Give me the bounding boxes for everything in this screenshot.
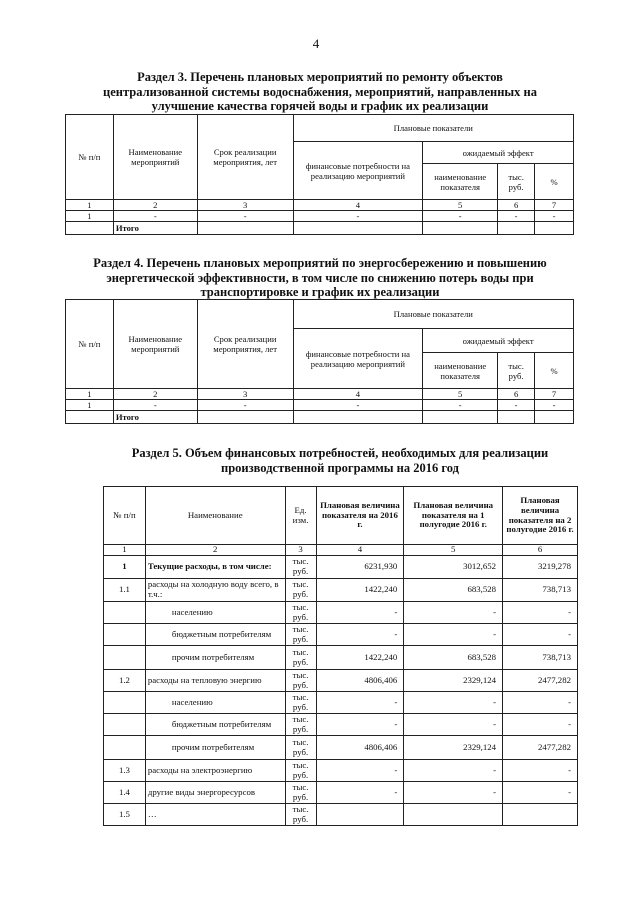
index-row [66, 389, 574, 400]
row-cell: - [498, 400, 535, 411]
row-value-year: 6231,930 [316, 556, 404, 579]
row-value-h2: 738,713 [503, 579, 578, 602]
index-row [104, 545, 578, 556]
row-value-h1: 2329,124 [404, 670, 503, 692]
row-name: населению [145, 692, 285, 714]
row-value-h1: - [404, 760, 503, 782]
row-value-h1: - [404, 624, 503, 646]
col-effect-header: ожидаемый эффект [423, 329, 574, 353]
row-cell: - [535, 211, 574, 222]
row-unit: тыс. руб. [285, 714, 316, 736]
table-row [104, 624, 578, 646]
index-cell: 6 [503, 545, 578, 556]
section5-rows [104, 556, 578, 826]
row-cell: - [113, 400, 197, 411]
row-unit: тыс. руб. [285, 782, 316, 804]
row-cell: - [535, 400, 574, 411]
total-row [66, 222, 574, 235]
row-num: 1 [104, 556, 146, 579]
col-fin-header: финансовые потребности на реализацию мероприятий [293, 329, 423, 389]
section4-table [65, 299, 574, 424]
row-value-year: - [316, 782, 404, 804]
row-unit: тыс. руб. [285, 646, 316, 670]
row-unit: тыс. руб. [285, 736, 316, 760]
table-row [104, 556, 578, 579]
section5-title-line: производственной программы на 2016 год [221, 460, 459, 475]
row-value-h1 [404, 804, 503, 826]
index-cell: 4 [316, 545, 404, 556]
total-label: Итого [113, 411, 197, 424]
row-name: другие виды энергоресурсов [145, 782, 285, 804]
row-value-h2: - [503, 602, 578, 624]
col-pct-header: % [535, 353, 574, 389]
row-num [104, 624, 146, 646]
index-cell: 2 [113, 200, 197, 211]
col-unit-header: Ед. изм. [285, 487, 316, 545]
row-value-h1: 2329,124 [404, 736, 503, 760]
row-name: прочим потребителям [145, 646, 285, 670]
row-value-h2: 3219,278 [503, 556, 578, 579]
index-cell: 6 [498, 389, 535, 400]
table-row [104, 782, 578, 804]
section3-title-line: централизованной системы водоснабжения, мероприятий, направленных на [103, 84, 537, 99]
row-unit: тыс. руб. [285, 760, 316, 782]
row-cell: 1 [66, 211, 114, 222]
row-value-h1: 3012,652 [404, 556, 503, 579]
section5-table [103, 486, 578, 826]
row-num: 1.3 [104, 760, 146, 782]
index-cell: 2 [113, 389, 197, 400]
row-name: бюджетным потребителям [145, 624, 285, 646]
index-cell: 3 [197, 389, 293, 400]
row-unit: тыс. руб. [285, 602, 316, 624]
col-name-header: Наименование мероприятий [113, 300, 197, 389]
row-value-year: - [316, 760, 404, 782]
row-value-year: - [316, 692, 404, 714]
col-pct-header: % [535, 164, 574, 200]
row-num [104, 736, 146, 760]
index-cell: 1 [66, 200, 114, 211]
row-cell: - [197, 211, 293, 222]
row-value-h1: - [404, 714, 503, 736]
row-value-h2: 2477,282 [503, 670, 578, 692]
index-cell: 6 [498, 200, 535, 211]
col-plan-header: Плановые показатели [293, 115, 573, 142]
page-number: 4 [312, 36, 320, 51]
col-name-header: Наименование мероприятий [113, 115, 197, 200]
row-value-year [316, 804, 404, 826]
row-value-year: 1422,240 [316, 579, 404, 602]
col-plan-year-header: Плановая величина показателя на 2016 г. [316, 487, 404, 545]
row-value-h2: - [503, 692, 578, 714]
row-num [104, 692, 146, 714]
section4-title-line: энергетической эффективности, в том числе по снижению потерь воды при [106, 270, 534, 285]
row-value-year: 1422,240 [316, 646, 404, 670]
table-row [66, 400, 574, 411]
row-cell: - [197, 400, 293, 411]
total-label: Итого [113, 222, 197, 235]
row-value-year: - [316, 714, 404, 736]
row-cell: - [423, 211, 498, 222]
row-value-h2: - [503, 782, 578, 804]
row-name: расходы на электроэнергию [145, 760, 285, 782]
table-row [104, 760, 578, 782]
section4-title-line: транспортировке и график их реализации [200, 285, 440, 299]
row-cell: - [423, 400, 498, 411]
index-cell: 7 [535, 389, 574, 400]
row-name: расходы на тепловую энергию [145, 670, 285, 692]
row-name: прочим потребителям [145, 736, 285, 760]
col-ind-name-header: наименование показателя [423, 353, 498, 389]
row-cell: - [498, 211, 535, 222]
index-cell: 1 [104, 545, 146, 556]
col-unit-header: тыс. руб. [498, 353, 535, 389]
col-term-header: Срок реализации мероприятия, лет [197, 300, 293, 389]
index-cell: 7 [535, 200, 574, 211]
row-cell: - [293, 400, 423, 411]
row-value-year: 4806,406 [316, 736, 404, 760]
index-cell: 3 [285, 545, 316, 556]
index-cell: 4 [293, 389, 423, 400]
table-row [104, 714, 578, 736]
row-value-h2: - [503, 624, 578, 646]
section3-title [60, 70, 580, 114]
row-cell: - [113, 211, 197, 222]
index-cell: 5 [423, 389, 498, 400]
row-num [104, 714, 146, 736]
table-row [104, 602, 578, 624]
row-value-h2: - [503, 760, 578, 782]
row-value-h1: - [404, 602, 503, 624]
index-cell: 3 [197, 200, 293, 211]
row-name: … [145, 804, 285, 826]
section5-title [80, 446, 600, 475]
table-row [104, 670, 578, 692]
col-fin-header: финансовые потребности на реализацию мероприятий [293, 142, 423, 200]
index-cell: 1 [66, 389, 114, 400]
row-value-h2 [503, 804, 578, 826]
col-plan-header: Плановые показатели [293, 300, 573, 329]
row-num: 1.4 [104, 782, 146, 804]
row-value-h2: - [503, 714, 578, 736]
row-name: населению [145, 602, 285, 624]
row-unit: тыс. руб. [285, 804, 316, 826]
col-unit-header: тыс. руб. [498, 164, 535, 200]
row-unit: тыс. руб. [285, 556, 316, 579]
col-num-header: № п/п [66, 115, 114, 200]
col-effect-header: ожидаемый эффект [423, 142, 574, 164]
row-name: бюджетным потребителям [145, 714, 285, 736]
col-num-header: № п/п [66, 300, 114, 389]
row-name: расходы на холодную воду всего, в т.ч.: [145, 579, 285, 602]
row-num: 1.5 [104, 804, 146, 826]
row-value-year: - [316, 624, 404, 646]
index-cell: 5 [404, 545, 503, 556]
section3-table [65, 114, 574, 235]
table-row [104, 646, 578, 670]
row-cell: - [293, 211, 423, 222]
row-unit: тыс. руб. [285, 579, 316, 602]
row-name: Текущие расходы, в том числе: [145, 556, 285, 579]
col-plan-h2-header: Плановая величина показателя на 2 полугодие 2016 г. [503, 487, 578, 545]
row-value-h1: 683,528 [404, 579, 503, 602]
index-row [66, 200, 574, 211]
row-value-h2: 738,713 [503, 646, 578, 670]
row-unit: тыс. руб. [285, 692, 316, 714]
row-value-year: - [316, 602, 404, 624]
row-value-year: 4806,406 [316, 670, 404, 692]
table-row [66, 211, 574, 222]
row-unit: тыс. руб. [285, 670, 316, 692]
index-cell: 2 [145, 545, 285, 556]
row-value-h1: 683,528 [404, 646, 503, 670]
col-num-header: № п/п [104, 487, 146, 545]
table-row [104, 804, 578, 826]
table-row [104, 692, 578, 714]
row-num: 1.2 [104, 670, 146, 692]
col-ind-name-header: наименование показателя [423, 164, 498, 200]
col-plan-h1-header: Плановая величина показателя на 1 полугодие 2016 г. [404, 487, 503, 545]
row-num: 1.1 [104, 579, 146, 602]
section3-title-line: Раздел 3. Перечень плановых мероприятий по ремонту объектов [137, 70, 503, 84]
table-row [104, 736, 578, 760]
col-name-header: Наименование [145, 487, 285, 545]
row-value-h1: - [404, 692, 503, 714]
row-num [104, 646, 146, 670]
section4-title-line: Раздел 4. Перечень плановых мероприятий по энергосбережению и повышению [93, 256, 547, 270]
index-cell: 4 [293, 200, 423, 211]
index-cell: 5 [423, 200, 498, 211]
section4-title [60, 256, 580, 300]
table-row [104, 579, 578, 602]
row-cell: 1 [66, 400, 114, 411]
total-row [66, 411, 574, 424]
col-term-header: Срок реализации мероприятия, лет [197, 115, 293, 200]
section5-title-line: Раздел 5. Объем финансовых потребностей, необходимых для реализации [131, 446, 549, 460]
row-value-h2: 2477,282 [503, 736, 578, 760]
row-unit: тыс. руб. [285, 624, 316, 646]
section3-title-line: улучшение качества горячей воды и график их реализации [151, 99, 489, 113]
row-num [104, 602, 146, 624]
row-value-h1: - [404, 782, 503, 804]
